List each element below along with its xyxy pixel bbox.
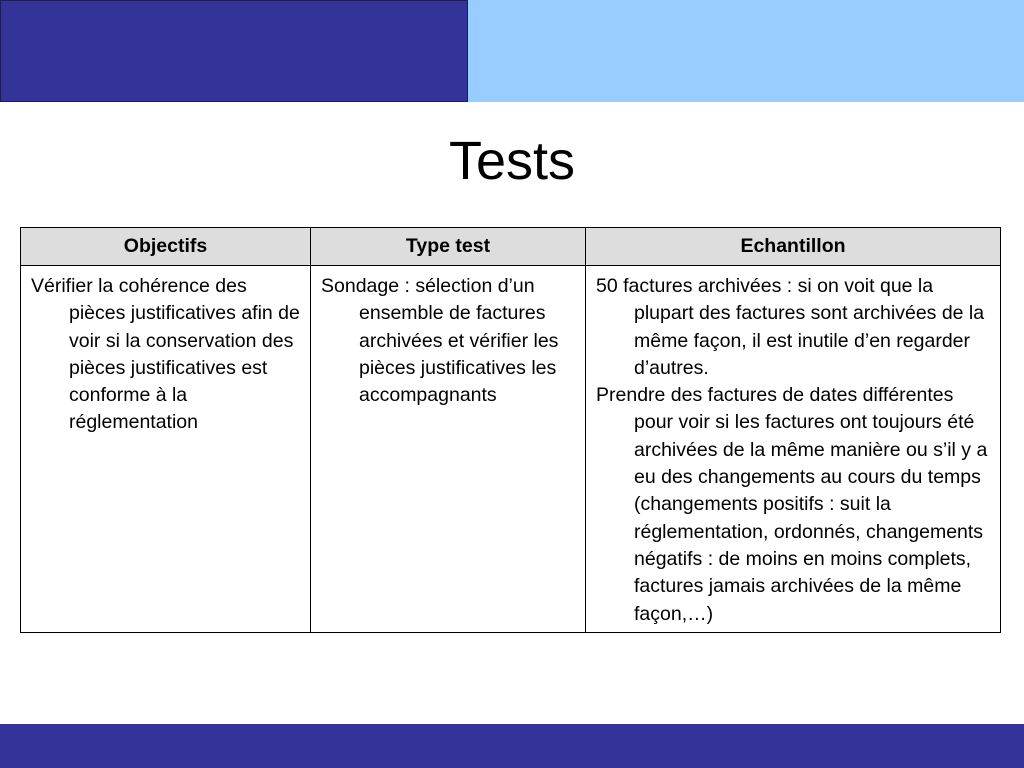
slide-title: Tests bbox=[448, 131, 576, 191]
column-header-objectifs: Objectifs bbox=[21, 228, 311, 266]
cell-objectifs bbox=[21, 266, 311, 633]
footer-band bbox=[0, 724, 1024, 768]
cell-type-test bbox=[311, 266, 586, 633]
header-band-light bbox=[468, 0, 1024, 102]
objectifs-text: Vérifier la cohérence des pièces justificatives afin de voir si la conservation des pièces justificatives est conforme à la réglementation bbox=[31, 275, 300, 434]
table-row bbox=[21, 266, 1001, 633]
column-header-type-test: Type test bbox=[311, 228, 586, 266]
table-header-row bbox=[21, 228, 1001, 266]
echantillon-paragraph-2: Prendre des factures de dates différentes pour voir si les factures ont toujours été archivées de la même manière ou s’il y a eu des changements au cours du temps (changements positifs : suit la réglementation, ordonnés, changements négatifs : de moins en moins complets, factures jamais archivées de la même façon,…) bbox=[596, 384, 988, 625]
type-test-text: Sondage : sélection d’un ensemble de factures archivées et vérifier les pièces justificatives les accompagnants bbox=[321, 275, 559, 407]
tests-table bbox=[20, 227, 1001, 633]
header-band-dark bbox=[0, 0, 468, 102]
column-header-echantillon: Echantillon bbox=[586, 228, 1001, 266]
echantillon-paragraph-1: 50 factures archivées : si on voit que la plupart des factures sont archivées de la même façon, il est inutile d’en regarder d’autres. bbox=[596, 275, 985, 379]
cell-echantillon bbox=[586, 266, 1001, 633]
